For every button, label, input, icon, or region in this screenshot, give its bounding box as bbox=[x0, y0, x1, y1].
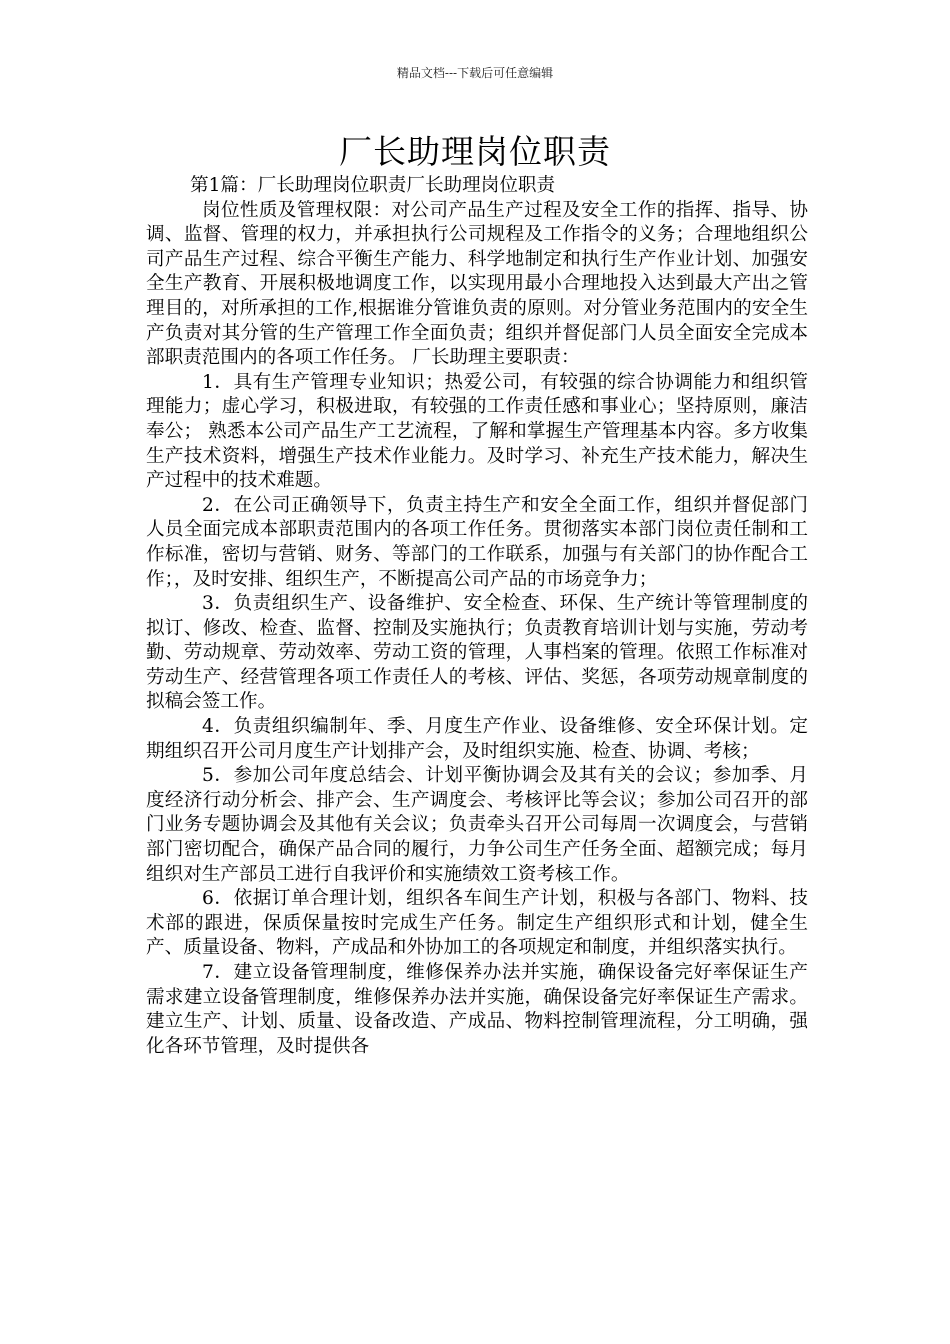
duty-item-3: 3．负责组织生产、设备维护、安全检查、环保、生产统计等管理制度的拟订、修改、检查、监督、控制及实施执行；负责教育培训计划与实施，劳动考勤、劳动规章、劳动效率、劳动工资的管理，人事档案的管理。依照工作标准对劳动生产、经营管理各项工作责任人的考核、评估、奖惩，各项劳动规章制度的拟稿会签工作。 bbox=[146, 593, 808, 713]
document-body bbox=[146, 174, 808, 1059]
duty-item-4: 4．负责组织编制年、季、月度生产作业、设备维修、安全环保计划。定期组织召开公司月度生产计划排产会，及时组织实施、检查、协调、考核； bbox=[146, 716, 808, 762]
document-title: 厂长助理岗位职责 bbox=[339, 132, 611, 171]
duty-item-2: 2．在公司正确领导下，负责主持生产和安全全面工作，组织并督促部门人员全面完成本部职责范围内的各项工作任务。贯彻落实本部门岗位责任制和工作标准，密切与营销、财务、等部门的工作联系，加强与有关部门的协作配合工作；，及时安排、组织生产，不断提高公司产品的市场竞争力； bbox=[146, 494, 808, 590]
intro-paragraph: 岗位性质及管理权限：对公司产品生产过程及安全工作的指挥、指导、协调、监督、管理的权力，并承担执行公司规程及工作指令的义务；合理地组织公司产品生产过程、综合平衡生产能力、科学地制定和执行生产作业计划、加强安全生产教育、开展积极地调度工作，以实现用最小合理地投入达到最大产出之管理目的，对所承担的工作,根据谁分管谁负责的原则。对分管业务范围内的安全生产负责对其分管的生产管理工作全面负责；组织并督促部门人员全面安全完成本部职责范围内的各项工作任务。 厂长助理主要职责： bbox=[146, 199, 808, 369]
duty-item-7: 7．建立设备管理制度，维修保养办法并实施，确保设备完好率保证生产需求建立设备管理制度，维修保养办法并实施，确保设备完好率保证生产需求。建立生产、计划、质量、设备改造、产成品、物料控制管理流程，分工明确，强化各环节管理，及时提供各 bbox=[146, 962, 808, 1057]
duty-item-6: 6．依据订单合理计划，组织各车间生产计划，积极与各部门、物料、技术部的跟进，保质保量按时完成生产任务。制定生产组织形式和计划，健全生产、质量设备、物料，产成品和外协加工的各项规定和制度，并组织落实执行。 bbox=[146, 888, 808, 959]
section-heading: 第1篇：厂长助理岗位职责厂长助理岗位职责 bbox=[190, 175, 556, 196]
duty-item-5: 5．参加公司年度总结会、计划平衡协调会及其有关的会议；参加季、月度经济行动分析会、排产会、生产调度会、考核评比等会议；参加公司召开的部门业务专题协调会及其他有关会议；负责牵头召开公司每周一次调度会，与营销部门密切配合，确保产品合同的履行，力争公司生产任务全面、超额完成；每月组织对生产部员工进行自我评价和实施绩效工资考核工作。 bbox=[146, 765, 808, 885]
duty-item-1: 1．具有生产管理专业知识；热爱公司，有较强的综合协调能力和组织管理能力；虚心学习，积极进取，有较强的工作责任感和事业心；坚持原则，廉洁奉公； 熟悉本公司产品生产工艺流程，了解和掌握生产管理基本内容。多方收集生产技术资料，增强生产技术作业能力。及时学习、补充生产技术能力，解决生产过程中的技术难题。 bbox=[146, 371, 808, 492]
header-note: 精品文档---下载后可任意编辑 bbox=[396, 66, 554, 80]
